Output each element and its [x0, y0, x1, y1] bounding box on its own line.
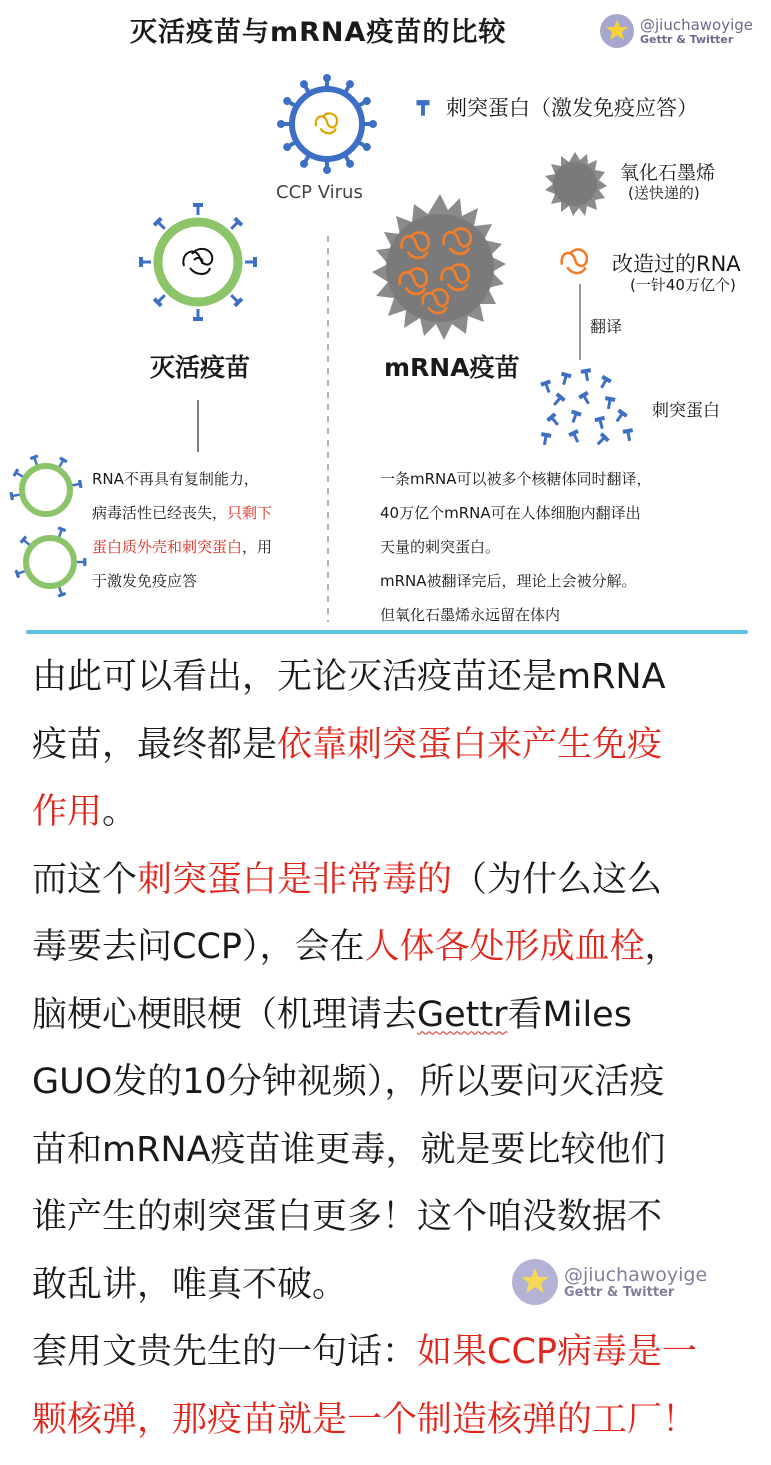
para-line: 疫苗，最终都是依靠刺突蛋白来产生免疫 [32, 724, 663, 765]
desc-line: 蛋白质外壳和刺突蛋白，用 [92, 538, 273, 556]
para-line: 敢乱讲，唯真不破。 [32, 1264, 348, 1305]
translate-label: 翻译 [590, 317, 623, 336]
spike-legend-label: 刺突蛋白（激发免疫应答） [446, 96, 698, 120]
modified-rna-icon [562, 249, 587, 273]
watermark-handle: @jiuchawoyige [640, 15, 754, 34]
virus-label: CCP Virus [276, 182, 363, 203]
watermark-platforms: Gettr & Twitter [564, 1284, 675, 1300]
desc-line: 于激发免疫应答 [92, 572, 198, 590]
watermark-handle: @jiuchawoyige [564, 1263, 708, 1286]
para-line: 颗核弹，那疫苗就是一个制造核弹的工厂！ [32, 1399, 698, 1440]
para-line: 而这个刺突蛋白是非常毒的（为什么这么 [32, 859, 663, 900]
desc-line: mRNA被翻译完后，理论上会被分解。 [380, 572, 637, 590]
small-inactivated-particle-icon [9, 454, 82, 514]
para-line: 由此可以看出，无论灭活疫苗还是mRNA [32, 657, 666, 697]
desc-line: 天量的刺突蛋白。 [380, 538, 501, 556]
inactivated-vaccine-label: 灭活疫苗 [150, 353, 251, 382]
commentary-paragraph [32, 644, 752, 1454]
section-separator [26, 630, 748, 634]
para-line: 毒要去问CCP），会在人体各处形成血栓， [32, 927, 680, 967]
desc-line: 病毒活性已经丧失，只剩下 [92, 504, 273, 522]
graphene-label: 氧化石墨烯 [620, 162, 716, 184]
para-line: 脑梗心梗眼梗（机理请去Gettr看Miles [32, 994, 632, 1035]
para-line: 套用文贵先生的一句话：如果CCP病毒是一 [32, 1332, 697, 1372]
star-logo-icon [512, 1259, 558, 1305]
watermark-bottom [512, 1259, 707, 1305]
spike-legend-icon [417, 100, 430, 116]
mrna-description [380, 462, 652, 632]
spike-protein-label: 刺突蛋白 [652, 401, 720, 421]
para-line: 作用。 [32, 792, 138, 832]
graphene-sublabel: (送快递的) [628, 184, 700, 202]
rna-label: 改造过的RNA [612, 252, 741, 276]
page-title: 灭活疫苗与mRNA疫苗的比较 [130, 17, 507, 48]
para-line: 谁产生的刺突蛋白更多！这个咱没数据不 [32, 1197, 663, 1237]
desc-line: 但氧化石墨烯永远留在体内 [380, 606, 561, 624]
rna-sublabel: (一针40万亿个) [630, 276, 736, 294]
graphene-oxide-icon [545, 152, 607, 216]
para-line: GUO发的10分钟视频），所以要问灭活疫 [32, 1062, 665, 1102]
desc-line: 一条mRNA可以被多个核糖体同时翻译， [380, 470, 652, 488]
small-inactivated-particle-icon [14, 526, 86, 597]
para-line: 苗和mRNA疫苗谁更毒，就是要比较他们 [32, 1129, 666, 1170]
ccp-virus-icon [277, 74, 377, 174]
mrna-vaccine-icon [372, 194, 506, 340]
desc-line: RNA不再具有复制能力， [92, 470, 259, 488]
mrna-vaccine-label: mRNA疫苗 [384, 353, 520, 382]
inactivated-vaccine-icon [139, 203, 257, 321]
inactivated-description [92, 462, 272, 598]
watermark-platforms: Gettr & Twitter [640, 32, 734, 46]
desc-line: 40万亿个mRNA可在人体细胞内翻译出 [380, 504, 641, 522]
spike-protein-cluster-icon [540, 368, 635, 448]
